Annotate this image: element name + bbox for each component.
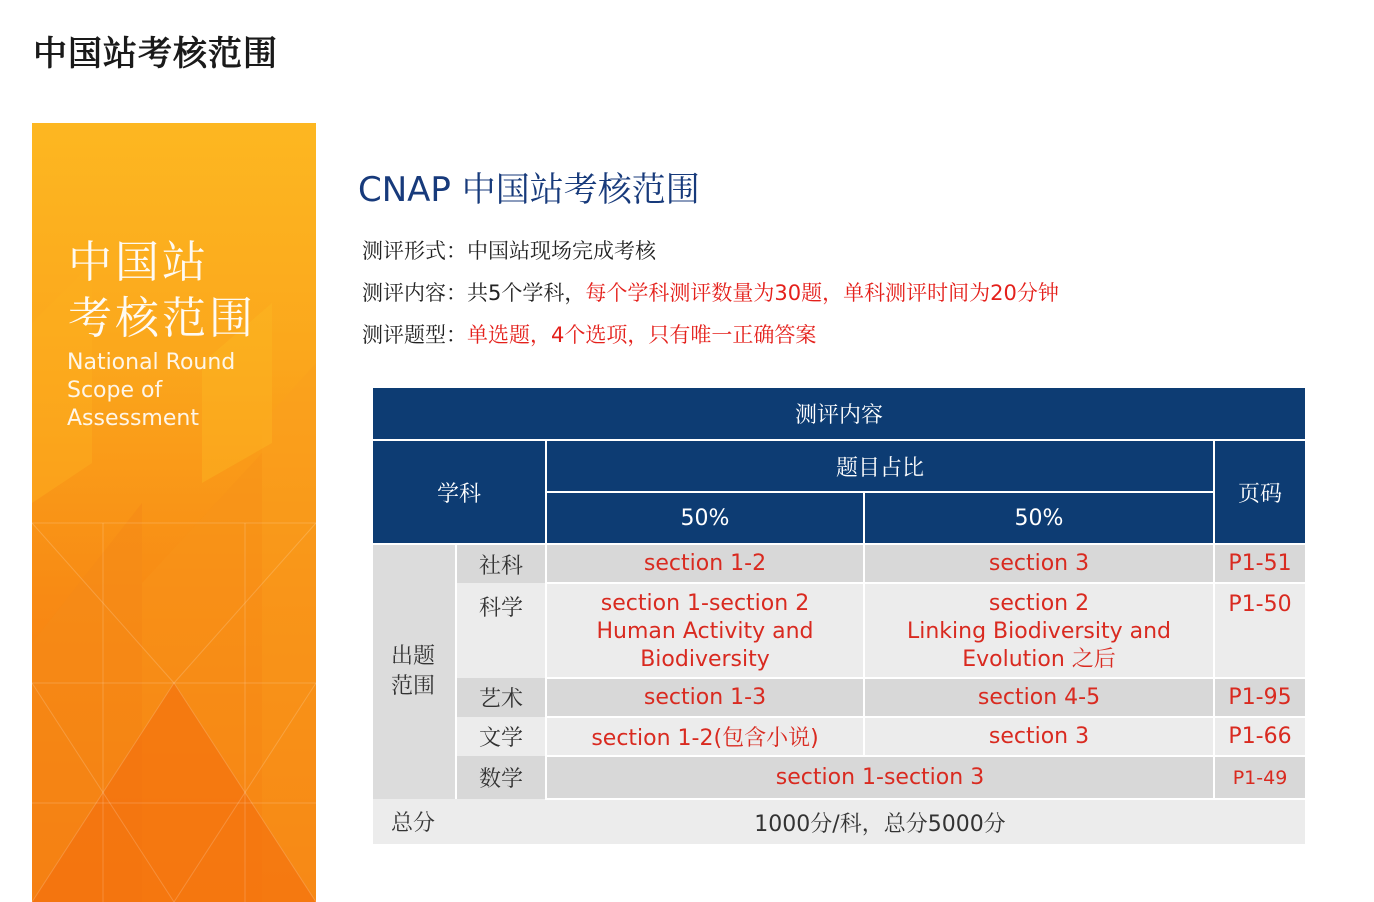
panel-subtitle-line2: Scope of: [67, 378, 163, 403]
part2-cell: section 3: [864, 544, 1214, 583]
side-banner: [32, 123, 316, 902]
scope-label: 出题 范围: [373, 544, 456, 799]
main-heading: CNAP 中国站考核范围: [358, 170, 700, 210]
table-row: [373, 544, 1305, 583]
table-row: [373, 756, 1305, 799]
format-value: 中国站现场完成考核: [467, 239, 656, 263]
subject-cell: 科学: [456, 583, 546, 678]
page-cell: P1-50: [1214, 583, 1305, 678]
part2-cell: section 2 Linking Biodiversity and Evolution 之后: [864, 583, 1214, 678]
table-row: [373, 583, 1305, 678]
page-cell: P1-95: [1214, 678, 1305, 717]
part1-cell: section 1-section 2 Human Activity and Biodiversity: [546, 583, 864, 678]
type-value-highlight: 单选题，4个选项，只有唯一正确答案: [467, 323, 817, 347]
header-ratio: 题目占比: [546, 440, 1214, 492]
part2-cell: section 4-5: [864, 678, 1214, 717]
page-cell: P1-49: [1214, 756, 1305, 799]
part1-cell: section 1-3: [546, 678, 864, 717]
format-label: 测评形式：: [362, 239, 467, 263]
table-caption: 测评内容: [373, 388, 1305, 440]
content-value-highlight: 每个学科测评数量为30题，单科测评时间为20分钟: [585, 281, 1059, 305]
subject-cell: 社科: [456, 544, 546, 583]
merged-part-cell: section 1-section 3: [546, 756, 1214, 799]
subject-cell: 文学: [456, 717, 546, 756]
content-value: 共5个学科，: [467, 281, 586, 305]
panel-title-line1: 中国站: [68, 237, 209, 288]
total-row: [373, 799, 1305, 844]
header-page: 页码: [1214, 440, 1305, 544]
type-label: 测评题型：: [362, 323, 467, 347]
panel-subtitle-line3: Assessment: [67, 406, 199, 431]
subject-cell: 艺术: [456, 678, 546, 717]
part1-cell: section 1-2(包含小说): [546, 717, 864, 756]
panel-title-line2: 考核范围: [68, 293, 256, 344]
page-cell: P1-51: [1214, 544, 1305, 583]
content-label: 测评内容：: [362, 281, 467, 305]
table-row: [373, 717, 1305, 756]
header-subject: 学科: [373, 440, 546, 544]
total-label: 总分: [373, 799, 546, 844]
table-row: [373, 678, 1305, 717]
info-format: [362, 235, 656, 265]
info-content: [362, 277, 1059, 307]
info-type: [362, 319, 816, 349]
part2-cell: section 3: [864, 717, 1214, 756]
part1-cell: section 1-2: [546, 544, 864, 583]
header-ratio-2: 50%: [864, 492, 1214, 544]
total-value: 1000分/科，总分5000分: [546, 799, 1214, 844]
assessment-table: [373, 388, 1305, 844]
subject-cell: 数学: [456, 756, 546, 799]
header-ratio-1: 50%: [546, 492, 864, 544]
panel-subtitle-line1: National Round: [67, 350, 236, 375]
page-cell: P1-66: [1214, 717, 1305, 756]
page-title: 中国站考核范围: [33, 34, 278, 74]
